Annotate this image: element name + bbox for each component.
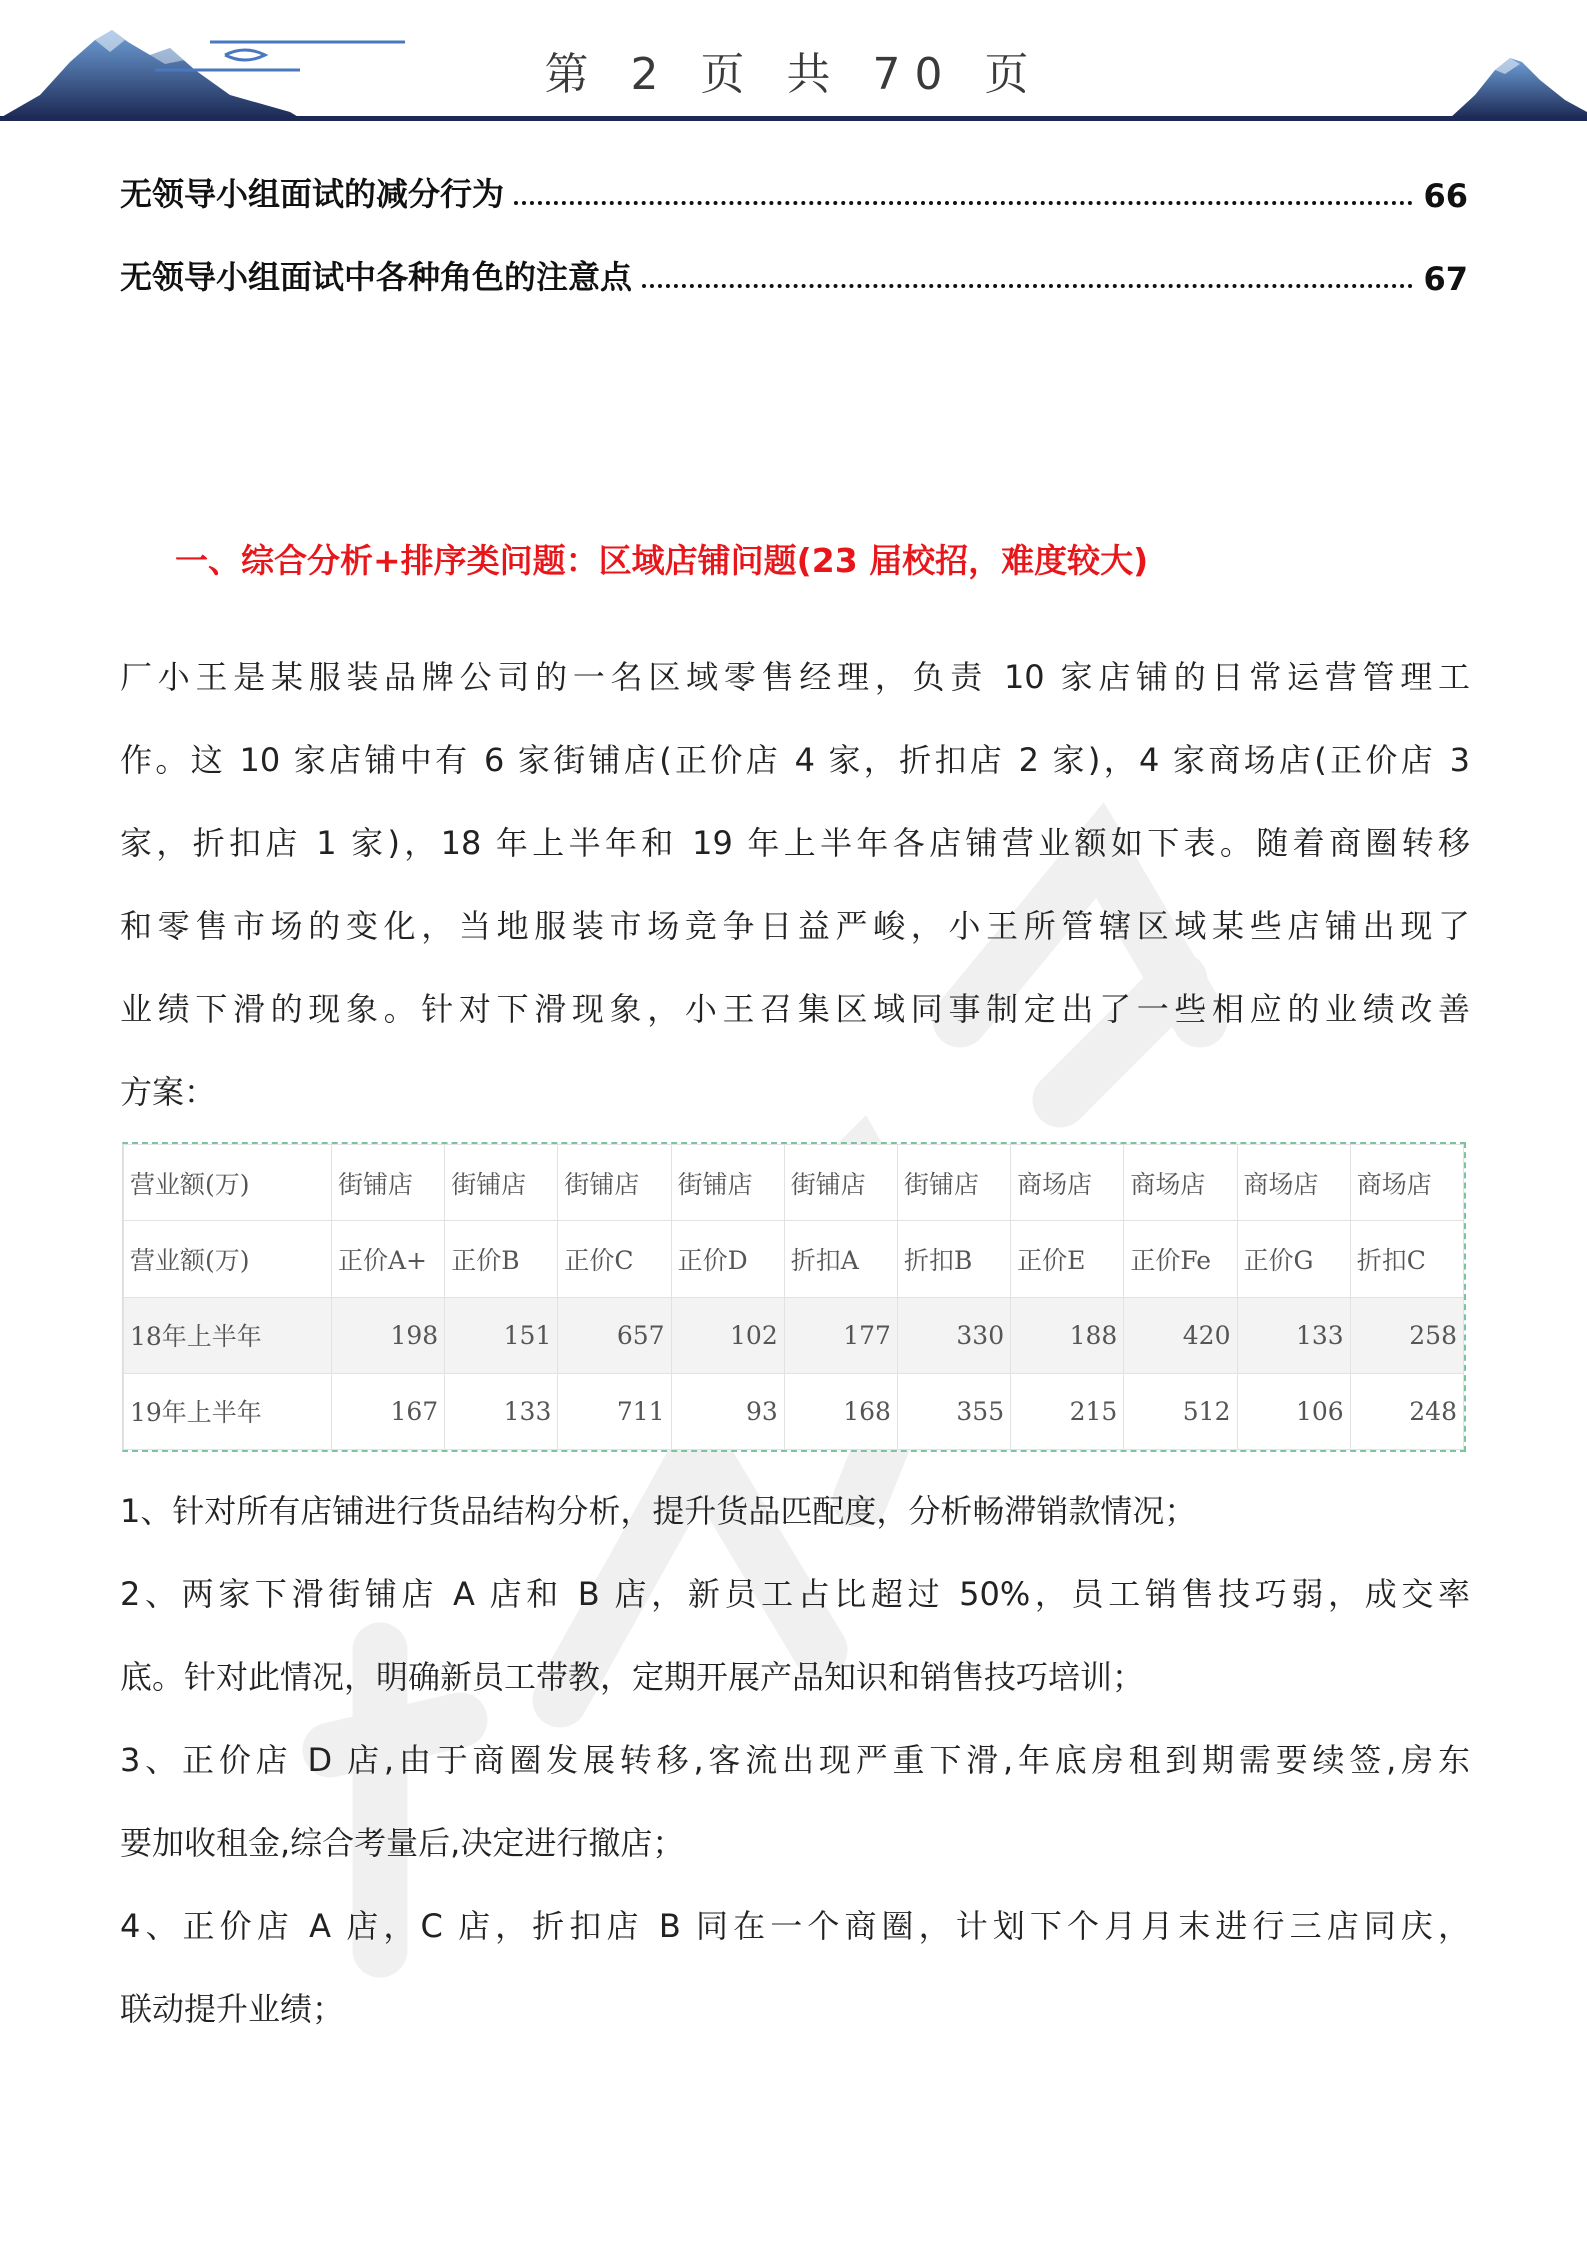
table-cell: 168 [784, 1373, 897, 1449]
table-row [124, 1373, 1464, 1449]
table-cell: 街铺店 [558, 1145, 671, 1221]
table-cell: 街铺店 [897, 1145, 1010, 1221]
toc-entry-title: 无领导小组面试的减分行为 [120, 175, 505, 213]
table-cell: 151 [445, 1297, 558, 1373]
table-cell: 248 [1350, 1373, 1463, 1449]
plan-item: 4、正价店 A 店，C 店，折扣店 B 同在一个商圈，计划下个月月末进行三店同庆， [120, 1907, 1470, 1945]
table-cell: 商场店 [1350, 1145, 1463, 1221]
table-cell: 198 [332, 1297, 445, 1373]
plan-item: 联动提升业绩； [120, 1990, 345, 2028]
toc-leader-dots [514, 201, 1413, 205]
table-cell: 折扣B [897, 1221, 1010, 1297]
table-cell: 正价A+ [332, 1221, 445, 1297]
table-cell: 18年上半年 [124, 1297, 332, 1373]
table-cell: 711 [558, 1373, 671, 1449]
table-cell: 19年上半年 [124, 1373, 332, 1449]
toc-entry[interactable] [120, 165, 1468, 215]
table-cell: 街铺店 [445, 1145, 558, 1221]
toc-entry[interactable] [120, 248, 1468, 298]
toc-leader-dots [642, 284, 1413, 288]
table-cell: 正价Fe [1124, 1221, 1237, 1297]
table-cell: 商场店 [1237, 1145, 1350, 1221]
plan-item: 要加收租金,综合考量后,决定进行撤店； [120, 1824, 685, 1862]
table-cell: 正价E [1011, 1221, 1124, 1297]
table-row [124, 1297, 1464, 1373]
intro-paragraph [120, 636, 1470, 1134]
table-cell: 折扣A [784, 1221, 897, 1297]
plan-item: 3、正价店 D 店,由于商圈发展转移,客流出现严重下滑,年底房租到期需要续签,房东 [120, 1741, 1470, 1779]
table-cell: 营业额(万) [124, 1221, 332, 1297]
plan-item: 1、针对所有店铺进行货品结构分析，提升货品匹配度，分析畅滞销款情况； [120, 1492, 1197, 1530]
table-cell: 355 [897, 1373, 1010, 1449]
table-cell: 657 [558, 1297, 671, 1373]
table-cell: 街铺店 [784, 1145, 897, 1221]
table-cell: 133 [445, 1373, 558, 1449]
toc-entry-page: 67 [1423, 260, 1468, 298]
table-cell: 正价G [1237, 1221, 1350, 1297]
table-cell: 133 [1237, 1297, 1350, 1373]
table-cell: 102 [671, 1297, 784, 1373]
table-cell: 折扣C [1350, 1221, 1463, 1297]
table-row [124, 1145, 1464, 1221]
revenue-table [122, 1142, 1466, 1452]
table-cell: 营业额(万) [124, 1145, 332, 1221]
table-cell: 188 [1011, 1297, 1124, 1373]
page-header [0, 0, 1587, 130]
table-cell: 167 [332, 1373, 445, 1449]
toc-entry-page: 66 [1423, 177, 1468, 215]
table-cell: 商场店 [1011, 1145, 1124, 1221]
paragraph-line: 作。这 10 家店铺中有 6 家街铺店(正价店 4 家，折扣店 2 家)，4 家商场店(正价店 3 [120, 741, 1470, 779]
table-cell: 街铺店 [332, 1145, 445, 1221]
paragraph-line: 方案： [120, 1073, 217, 1111]
paragraph-line: 家，折扣店 1 家)，18 年上半年和 19 年上半年各店铺营业额如下表。随着商圈转移 [120, 824, 1470, 862]
table-cell: 正价C [558, 1221, 671, 1297]
paragraph-line: 厂小王是某服装品牌公司的一名区域零售经理，负责 10 家店铺的日常运营管理工 [120, 658, 1470, 696]
paragraph-line: 业绩下滑的现象。针对下滑现象，小王召集区域同事制定出了一些相应的业绩改善 [120, 990, 1470, 1028]
plan-item: 2、两家下滑街铺店 A 店和 B 店，新员工占比超过 50%，员工销售技巧弱，成交率 [120, 1575, 1470, 1613]
table-row [124, 1221, 1464, 1297]
plan-item: 底。针对此情况，明确新员工带教，定期开展产品知识和销售技巧培训； [120, 1658, 1145, 1696]
table-cell: 商场店 [1124, 1145, 1237, 1221]
table-cell: 106 [1237, 1373, 1350, 1449]
table-cell: 330 [897, 1297, 1010, 1373]
table-cell: 正价B [445, 1221, 558, 1297]
table-cell: 正价D [671, 1221, 784, 1297]
table-cell: 215 [1011, 1373, 1124, 1449]
table-cell: 177 [784, 1297, 897, 1373]
page-number: 第 2 页 共 70 页 [544, 49, 1043, 100]
table-cell: 街铺店 [671, 1145, 784, 1221]
table-cell: 93 [671, 1373, 784, 1449]
table-cell: 420 [1124, 1297, 1237, 1373]
table-cell: 512 [1124, 1373, 1237, 1449]
plan-list [120, 1470, 1470, 2051]
paragraph-line: 和零售市场的变化，当地服装市场竞争日益严峻，小王所管辖区域某些店铺出现了 [120, 907, 1470, 945]
section-title: 一、综合分析+排序类问题：区域店铺问题(23 届校招，难度较大) [175, 541, 1149, 580]
toc-entry-title: 无领导小组面试中各种角色的注意点 [120, 258, 633, 296]
table-cell: 258 [1350, 1297, 1463, 1373]
